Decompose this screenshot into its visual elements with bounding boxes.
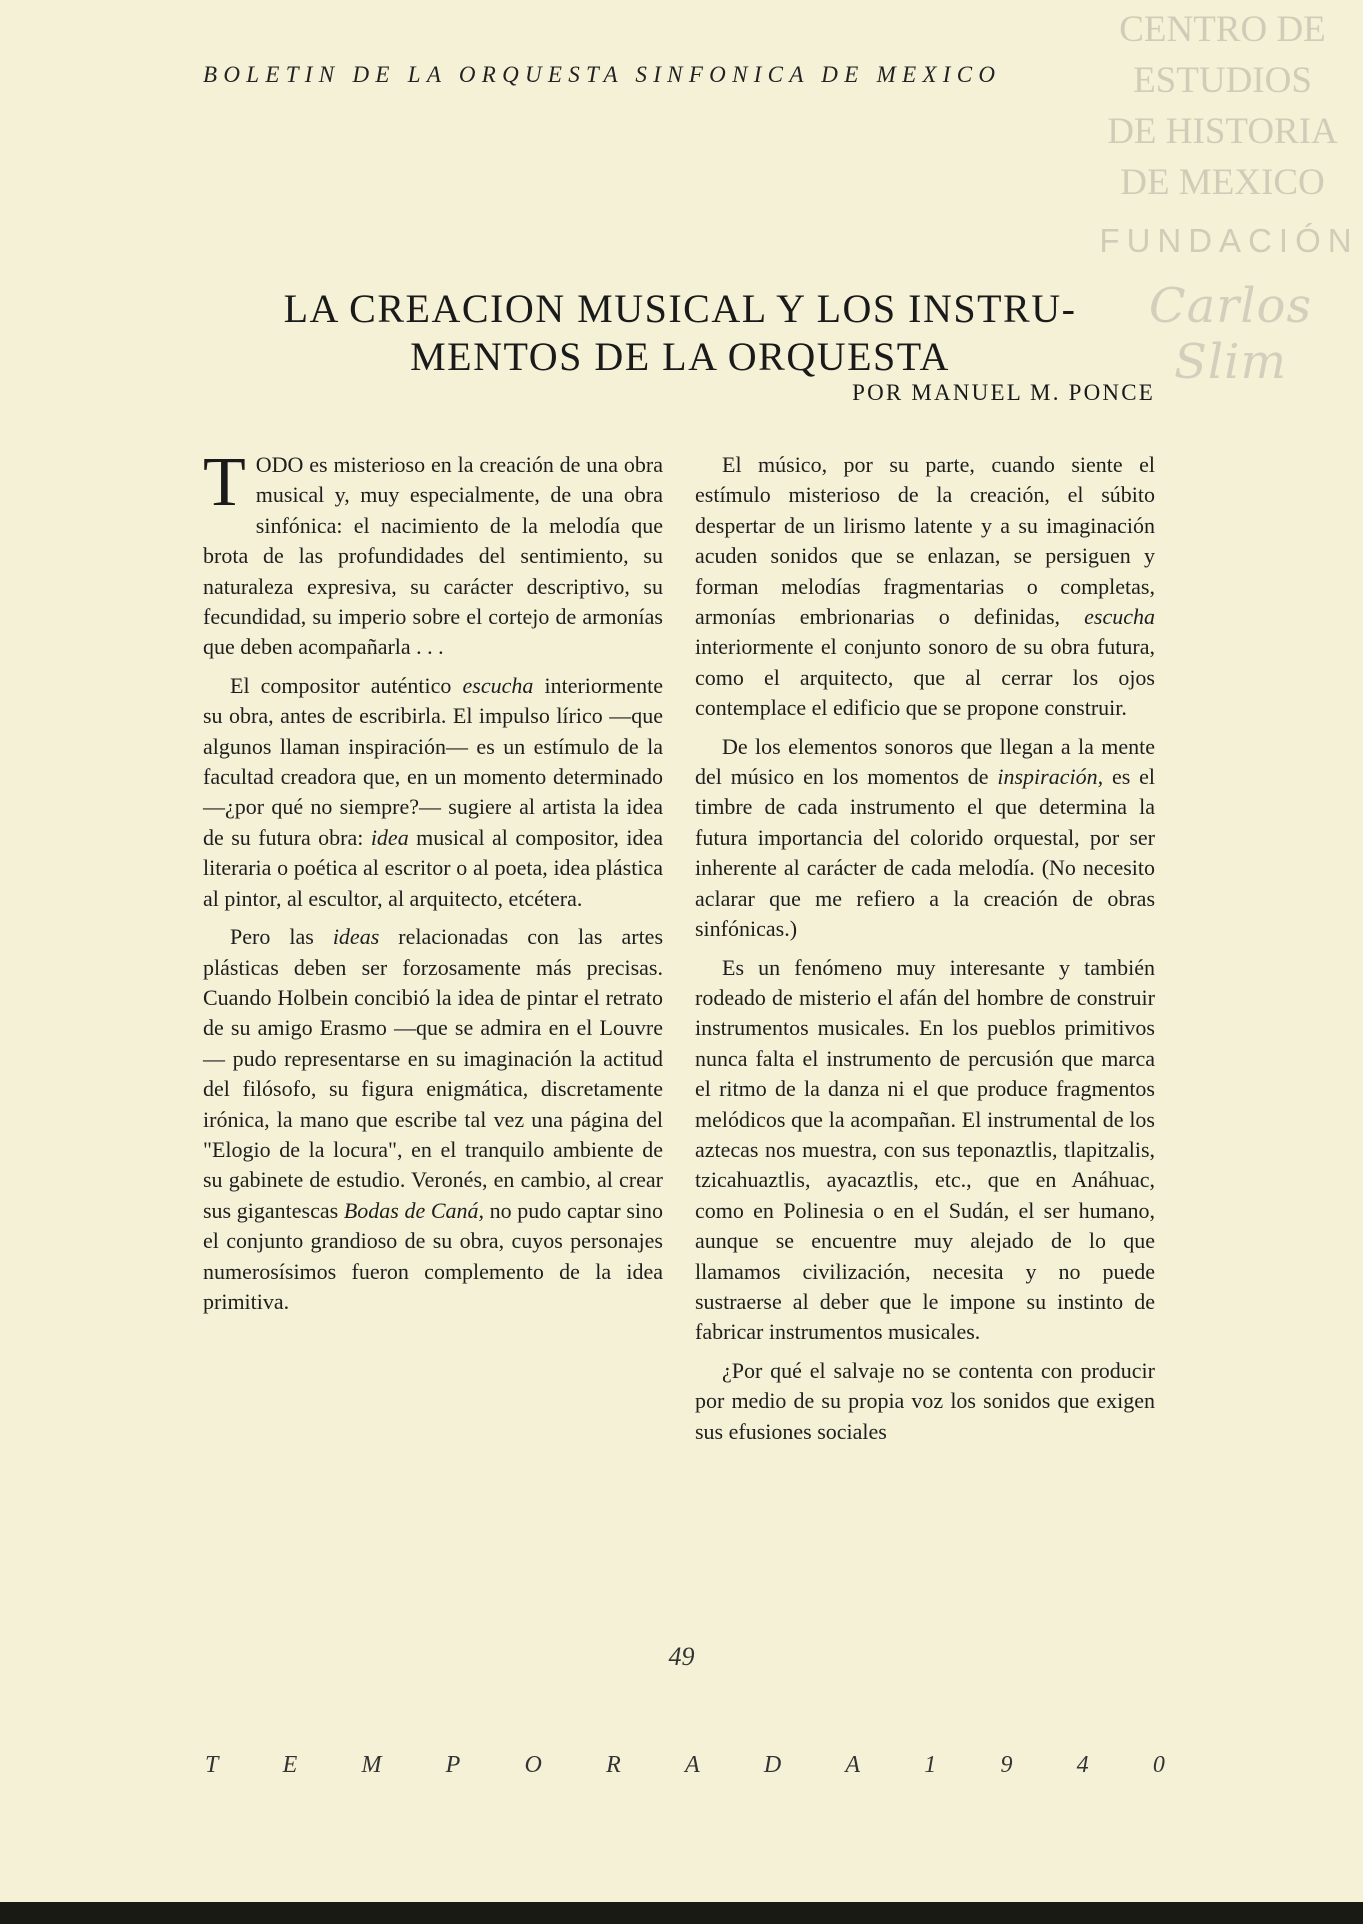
emphasis: inspiración, [997, 764, 1104, 790]
paragraph [203, 444, 663, 663]
text-run: El compositor auténtico [230, 672, 463, 698]
watermark-line: ESTUDIOS [1133, 60, 1312, 101]
watermark-line: DE MEXICO [1120, 162, 1325, 203]
season-letter: 1 [924, 1752, 937, 1778]
text-run: interiormente su obra, antes de escribirla. El impulso lírico —que algunos llaman inspiración— es un estímulo de la facultad creadora que, en un momento determinado —¿por qué no siempre?— sugiere al artista la idea de su futura obra: [203, 672, 663, 850]
left-column [203, 444, 664, 1325]
article-title [180, 285, 1180, 381]
paragraph [203, 922, 663, 1317]
paragraph: Es un fenómeno muy interesante y también rodeado de misterio el afán del hombre de construir instrumentos musicales. En los pueblos primitivos nunca falta el instrumento de percusión que marca el ritmo de la danza ni el que produce fragmentos melódicos que la acompañan. El instrumental de los aztecas nos muestra, con sus teponaztlis, tlapitzalis, tzicahuaztlis, ayacaztlis, etc., que en Anáhuac, como en Polinesia o en el Sudán, el ser humano, aunque se encuentre muy alejado de lo que llamamos civilización, necesita y no puede sustraerse al deber que le impone su instinto de fabricar instrumentos musicales. [695, 954, 1155, 1345]
text-run: El músico, por su parte, cuando siente el estímulo misterioso de la creación, el súbito despertar de un lirismo latente y a su imaginación acuden sonidos que se enlazan, se persiguen y forman melodías fragmentarias o completas, armonías embrionarias o definidas, [695, 452, 1155, 630]
title-line-2: MENTOS DE LA ORQUESTA [410, 333, 950, 379]
season-letter: 4 [1076, 1752, 1089, 1778]
season-letter: R [606, 1752, 621, 1778]
running-head: BOLETIN DE LA ORQUESTA SINFONICA DE MEXICO [203, 62, 1002, 87]
watermark-line: CENTRO DE [1119, 9, 1326, 50]
season-letter: T [205, 1752, 219, 1778]
season-letter: D [763, 1752, 782, 1778]
season-footer [205, 1752, 1165, 1779]
text-run: no pudo captar sino el conjunto grandioso de su obra, cuyos personajes numerosísimos fueron complemento de la idea primitiva. [203, 1197, 663, 1314]
archive-watermark [1085, 4, 1360, 208]
text-run: musical al compositor, idea literaria o poética al escritor o al poeta, idea plástica al pintor, al escultor, al arquitecto, etcétera. [203, 824, 663, 911]
title-line-1: LA CREACION MUSICAL Y LOS INSTRU- [283, 285, 1077, 331]
season-letter: M [361, 1752, 382, 1778]
text-run: Pero las [230, 924, 333, 950]
drop-cap: T [203, 444, 246, 521]
text-run: relacionadas con las artes plásticas deben ser forzosamente más precisas. Cuando Holbein concibió la idea de pintar el retrato de su amigo Erasmo —que se admira en el Louvre— pudo representarse en su imaginación la actitud del filósofo, su figura enigmática, discretamente irónica, la mano que escribe tal vez una página del "Elogio de la locura", en el tranquilo ambiente de su gabinete de estudio. Veronés, en cambio, al crear sus gigantescas [203, 924, 664, 1223]
emphasis: ideas [332, 924, 380, 950]
page-number: 49 [668, 1642, 695, 1671]
author-byline: POR MANUEL M. PONCE [852, 380, 1155, 405]
text-run: interiormente el conjunto sonoro de su obra futura, como el arquitecto, que al cerrar los ojos contemplace el edificio que se propone construir. [695, 634, 1155, 721]
right-column [695, 450, 1155, 1455]
season-letter: P [445, 1752, 461, 1778]
season-letter: A [845, 1752, 861, 1778]
season-letter: A [684, 1752, 700, 1778]
season-letter: 9 [1000, 1752, 1013, 1778]
watermark-signature: Carlos Slim [1148, 278, 1313, 390]
watermark-line: DE HISTORIA [1107, 111, 1338, 152]
text-run: es el timbre de cada instrumento el que determina la futura importancia del colorido orquestal, por ser inherente al carácter de cada melodía. (No necesito aclarar que me refiero a la creación de obras sinfónicas.) [695, 764, 1156, 942]
paragraph [203, 671, 663, 914]
season-letter: 0 [1152, 1752, 1165, 1778]
emphasis: escucha [1084, 604, 1155, 630]
emphasis: Bodas de Caná, [343, 1197, 485, 1223]
emphasis: escucha [462, 672, 534, 698]
paragraph [695, 450, 1155, 724]
watermark-foundation: FUNDACIÓN [1099, 222, 1359, 259]
paragraph: ¿Por qué el salvaje no se contenta con producir por medio de su propia voz los sonidos que exigen sus efusiones sociales [695, 1357, 1155, 1444]
paragraph-text: ODO es misterioso en la creación de una obra musical y, muy especialmente, de una obra sinfónica: el nacimiento de la melodía que brota de las profundidades del sentimiento, su naturaleza expresiva, su carácter descriptivo, su fecundidad, su imperio sobre el cortejo de armonías que deben acompañarla . . . [203, 452, 663, 660]
paragraph [695, 732, 1155, 945]
emphasis: idea [370, 824, 409, 850]
text-run: De los elementos sonoros que llegan a la mente del músico en los momentos de [695, 733, 1155, 790]
season-letter: O [524, 1752, 542, 1778]
season-letter: E [282, 1752, 298, 1778]
